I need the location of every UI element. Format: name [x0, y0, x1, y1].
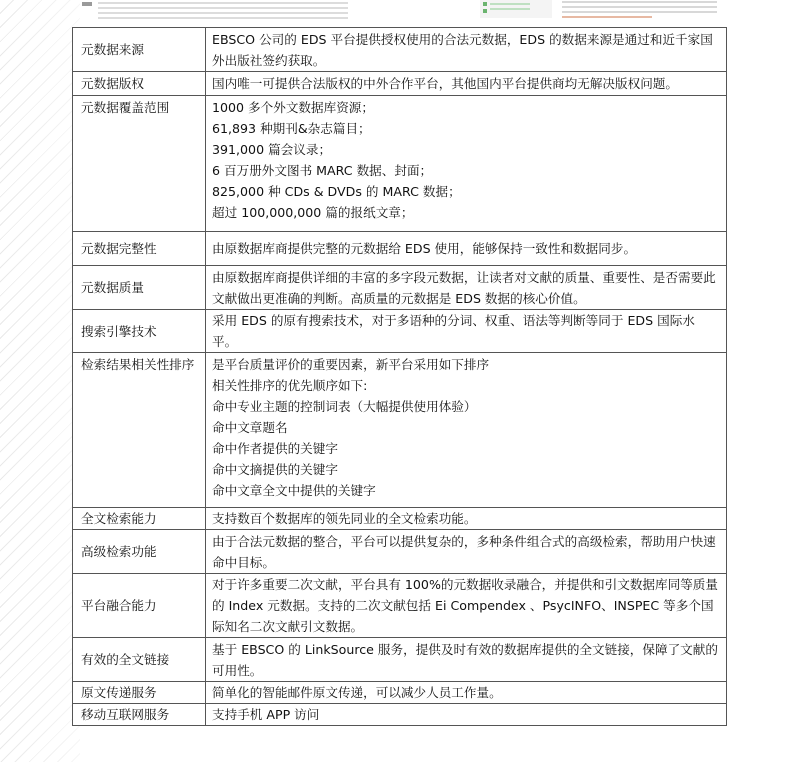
row-label: 移动互联网服务: [73, 704, 206, 726]
row-description: 由于合法元数据的整合，平台可以提供复杂的，多种条件组合式的高级检索，帮助用户快速命中目标。: [206, 530, 727, 574]
row-label: 检索结果相关性排序: [73, 353, 206, 508]
row-description: [206, 353, 727, 508]
row-label: 全文检索能力: [73, 508, 206, 530]
row-label: 搜索引擎技术: [73, 310, 206, 353]
table-row: [73, 310, 727, 353]
row-label: 平台融合能力: [73, 574, 206, 638]
table-row: [73, 638, 727, 682]
feature-table: [72, 27, 727, 726]
ranking-line: 命中文章全文中提供的关键字: [212, 483, 376, 498]
coverage-line: 6 百万册外文图书 MARC 数据、封面；: [212, 163, 433, 178]
table-row: [73, 353, 727, 508]
table-row: [73, 530, 727, 574]
embedded-screenshot-strip: [80, 0, 720, 22]
embedded-side-panel: [480, 0, 552, 18]
embedded-logo: [82, 2, 92, 6]
row-label: 有效的全文链接: [73, 638, 206, 682]
row-description: 国内唯一可提供合法版权的中外合作平台，其他国内平台提供商均无解决版权问题。: [206, 72, 727, 96]
row-label: 元数据覆盖范围: [73, 96, 206, 232]
ranking-line: 命中作者提供的关键字: [212, 441, 338, 456]
row-label: 原文传递服务: [73, 682, 206, 704]
coverage-line: 超过 100,000,000 篇的报纸文章；: [212, 205, 414, 220]
coverage-line: 825,000 种 CDs & DVDs 的 MARC 数据；: [212, 184, 461, 199]
row-description: 支持手机 APP 访问: [206, 704, 727, 726]
ranking-line: 命中文章题名: [212, 420, 288, 435]
embedded-right-text-lines: [562, 1, 717, 21]
table-row: [73, 508, 727, 530]
coverage-line: 61,893 种期刊&杂志篇目；: [212, 121, 371, 136]
table-row: [73, 266, 727, 310]
row-label: 元数据版权: [73, 72, 206, 96]
row-description: 对于许多重要二次文献，平台具有 100%的元数据收录融合，并提供和引文数据库同等质量的 Index 元数据。支持的二次文献包括 Ei Compendex 、PsycINFO、INSPEC 等多个国际知名二次文献引文数据。: [206, 574, 727, 638]
table-row: [73, 232, 727, 266]
table-row: [73, 72, 727, 96]
row-description: EBSCO 公司的 EDS 平台提供授权使用的合法元数据，EDS 的数据来源是通过和近千家国外出版社签约获取。: [206, 28, 727, 72]
row-description: 基于 EBSCO 的 LinkSource 服务，提供及时有效的数据库提供的全文链接，保障了文献的可用性。: [206, 638, 727, 682]
row-description: 简单化的智能邮件原文传递，可以减少人员工作量。: [206, 682, 727, 704]
ranking-line: 命中专业主题的控制词表（大幅提供使用体验）: [212, 399, 477, 414]
row-description: 支持数百个数据库的领先同业的全文检索功能。: [206, 508, 727, 530]
table-row: [73, 682, 727, 704]
table-row: [73, 574, 727, 638]
table-row: [73, 96, 727, 232]
row-label: 高级检索功能: [73, 530, 206, 574]
decorative-hatching-fade: [0, 0, 80, 762]
ranking-line: 是平台质量评价的重要因素，新平台采用如下排序: [212, 357, 490, 372]
row-label: 元数据完整性: [73, 232, 206, 266]
row-description: 由原数据库商提供完整的元数据给 EDS 使用，能够保持一致性和数据同步。: [206, 232, 727, 266]
row-description: [206, 96, 727, 232]
embedded-text-lines: [98, 2, 348, 22]
ranking-line: 相关性排序的优先顺序如下:: [212, 378, 368, 393]
ranking-line: 命中文摘提供的关键字: [212, 462, 338, 477]
row-label: 元数据来源: [73, 28, 206, 72]
row-label: 元数据质量: [73, 266, 206, 310]
table-row: [73, 704, 727, 726]
coverage-line: 1000 多个外文数据库资源；: [212, 100, 374, 115]
row-description: 由原数据库商提供详细的丰富的多字段元数据，让读者对文献的质量、重要性、是否需要此文献做出更准确的判断。高质量的元数据是 EDS 数据的核心价值。: [206, 266, 727, 310]
row-description: 采用 EDS 的原有搜索技术，对于多语种的分词、权重、语法等判断等同于 EDS 国际水平。: [206, 310, 727, 353]
coverage-line: 391,000 篇会议录；: [212, 142, 332, 157]
table-row: [73, 28, 727, 72]
